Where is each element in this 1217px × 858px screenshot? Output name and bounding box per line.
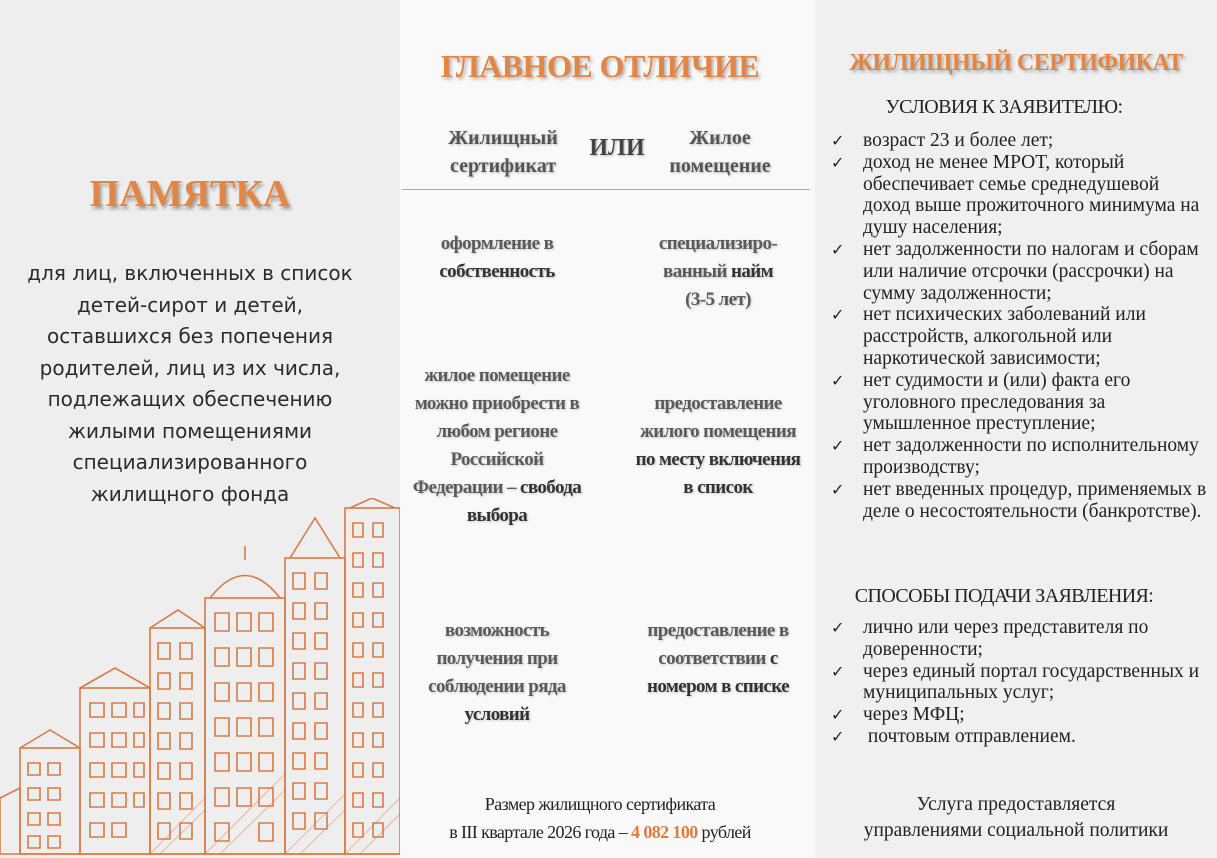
list-item — [829, 726, 1209, 748]
city-buildings-illustration — [0, 498, 400, 858]
condition-text: нет задолженности по налогам и сборам или наличие отсрочки (рассрочки) на сумму задолженности; — [863, 238, 1199, 304]
list-item — [829, 479, 1209, 523]
submission-methods-heading: СПОСОБЫ ПОДАЧИ ЗАЯВЛЕНИЯ: — [854, 585, 1154, 607]
list-item — [829, 617, 1209, 661]
row1-left-text: оформление в — [440, 233, 554, 254]
checkmark-icon: ✓ — [831, 479, 845, 499]
checkmark-icon: ✓ — [831, 726, 845, 746]
condition-text: нет судимости и (или) факта его уголовного преследования за умышленное преступление; — [863, 369, 1131, 435]
method-text: через МФЦ; — [863, 704, 965, 726]
note-line2-prefix: в III квартале 2026 года – — [449, 822, 628, 842]
checkmark-icon: ✓ — [831, 131, 845, 150]
row1-left-emphasis: собственность — [439, 261, 555, 282]
list-item — [829, 435, 1209, 479]
row2-left-emphasis: свобода выбора — [466, 477, 582, 526]
condition-text: нет психических заболеваний или расстройств, алкогольной или наркотической зависимости; — [863, 304, 1146, 369]
checkmark-icon: ✓ — [831, 705, 845, 725]
row3-left-emphasis: условий — [464, 704, 530, 725]
service-provider-note — [815, 792, 1217, 844]
conditions-heading: УСЛОВИЯ К ЗАЯВИТЕЛЮ: — [885, 96, 1123, 118]
method-text: почтовым отправлением. — [863, 725, 1076, 747]
condition-text: нет задолженности по исполнительному производству; — [863, 435, 1199, 478]
list-item — [829, 239, 1209, 304]
housing-certificate-title: ЖИЛИЩНЫЙ СЕРТИФИКАТ — [849, 50, 1183, 76]
certificate-amount-note — [400, 790, 800, 846]
condition-text: доход не менее МРОТ, который обеспечивает семье среднедушевой доход выше прожиточного минимума на душу населения; — [863, 151, 1200, 239]
certificate-amount: 4 082 100 — [631, 822, 698, 842]
row3-left — [412, 617, 582, 729]
row1-right-term: (3-5 лет) — [685, 289, 751, 310]
checkmark-icon: ✓ — [831, 239, 845, 259]
row3-right-emphasis: с номером в списке — [647, 648, 789, 697]
checkmark-icon: ✓ — [831, 370, 845, 390]
row2-left-text: жилое помещение можно приобрести в любом регионе Российской Федерации – — [412, 365, 580, 498]
row1-right — [633, 230, 803, 314]
checkmark-icon: ✓ — [831, 152, 845, 172]
list-item — [829, 304, 1209, 369]
checkmark-icon: ✓ — [831, 618, 845, 637]
row1-right-text: специализиро-ванный — [658, 233, 778, 282]
column-header-housing: Жилое помещение — [669, 127, 771, 177]
checkmark-icon: ✓ — [831, 436, 845, 456]
row2-right — [633, 390, 803, 502]
list-item — [829, 370, 1209, 435]
submission-methods-list — [829, 617, 1209, 748]
column-header-certificate: Жилищный сертификат — [448, 127, 558, 177]
row1-left — [412, 230, 582, 286]
row2-right-text: предоставление жилого помещения — [640, 393, 796, 442]
condition-text: нет введенных процедур, применяемых в деле о несостоятельности (банкротстве). — [863, 478, 1207, 522]
checkmark-icon: ✓ — [831, 661, 845, 681]
note-line1: Размер жилищного сертификата — [484, 794, 716, 814]
main-difference-title: ГЛАВНОЕ ОТЛИЧИЕ — [440, 48, 760, 84]
list-item — [829, 130, 1209, 152]
footer-line2: управлениями социальной политики — [863, 820, 1169, 841]
conditions-list — [829, 130, 1209, 522]
checkmark-icon: ✓ — [831, 305, 845, 325]
middle-panel — [400, 0, 815, 858]
list-item — [829, 661, 1209, 705]
list-item — [829, 704, 1209, 726]
row3-right — [633, 617, 803, 701]
right-panel — [815, 0, 1217, 858]
header-divider — [402, 189, 810, 190]
method-text: через единый портал государственных и муниципальных услуг; — [863, 660, 1200, 704]
row2-left — [412, 362, 582, 530]
memo-description: для лиц, включенных в список детей-сирот и детей, оставшихся без попечения родителей, лиц из их числа, подлежащих обеспечению жилыми помещениями специализированного жилищного фонда — [27, 261, 353, 506]
method-text: лично или через представителя по доверенности; — [863, 617, 1149, 660]
list-item — [829, 152, 1209, 239]
row3-right-text: предоставление в соответствии — [647, 620, 789, 669]
left-panel — [0, 0, 400, 858]
row1-right-emphasis: найм — [731, 261, 773, 282]
or-label: ИЛИ — [589, 135, 645, 161]
row3-left-text: возможность получения при соблюдении ряда — [428, 620, 566, 697]
memo-title: ПАМЯТКА — [89, 173, 291, 215]
condition-text: возраст 23 и более лет; — [863, 130, 1054, 151]
note-currency: рублей — [701, 822, 751, 842]
row2-right-emphasis: по месту включения в список — [635, 449, 801, 498]
footer-line1: Услуга предоставляется — [916, 794, 1116, 815]
